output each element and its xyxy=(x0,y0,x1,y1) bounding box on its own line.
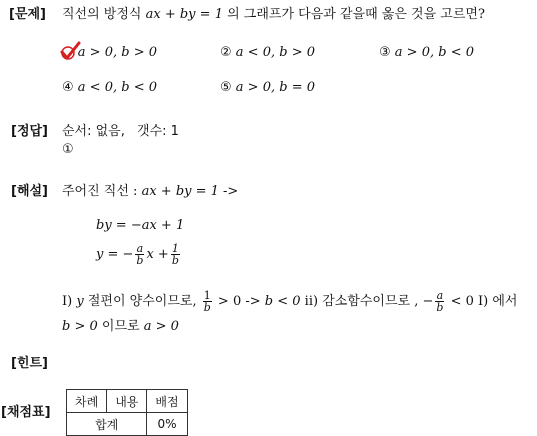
p1-intercept-text: 절편이 양수이므로, xyxy=(87,294,197,309)
explanation-line1: by = −ax + 1 xyxy=(96,218,185,233)
answer-value: ① xyxy=(62,142,74,157)
p2-a-gt-zero: a > 0 xyxy=(143,319,179,334)
fraction-1-over-b xyxy=(171,243,180,266)
choice-3[interactable] xyxy=(379,45,474,60)
explanation-paragraph-2 xyxy=(62,315,179,334)
p2-therefore: 이므로 xyxy=(101,319,140,334)
choice-1-text: a > 0, b > 0 xyxy=(77,45,157,60)
choice-5-number: ⑤ xyxy=(220,80,232,95)
total-value: 0% xyxy=(147,413,187,436)
choice-3-text: a > 0, b < 0 xyxy=(394,45,474,60)
problem-equation: ax + by = 1 xyxy=(145,7,223,22)
choice-4[interactable] xyxy=(62,80,157,95)
explanation-paragraph-1 xyxy=(62,290,518,313)
p1-roman-1: I) xyxy=(62,294,73,309)
fraction-1-over-b xyxy=(203,290,212,313)
hint-label: [힌트] xyxy=(11,356,48,371)
problem-suffix: 의 그래프가 다음과 같을때 옳은 것을 고르면? xyxy=(227,7,485,22)
scoring-total-row xyxy=(67,413,188,436)
p1-lt-zero: < 0 xyxy=(450,294,474,309)
scoring-header-row xyxy=(67,390,188,413)
answer-label: [정답] xyxy=(11,124,48,139)
frac-num: 1 xyxy=(203,289,211,302)
frac-num: a xyxy=(136,242,144,255)
p1-decreasing-text: 감소함수이므로 , − xyxy=(322,294,434,309)
p1-b-lt-zero: b < 0 xyxy=(264,294,301,309)
answer-count: 갯수: 1 xyxy=(137,124,179,139)
line2-lhs: y = − xyxy=(96,247,134,262)
p1-roman-2: ii) xyxy=(304,294,319,309)
intro-text: 주어진 직선 : xyxy=(62,184,138,199)
fraction-a-over-b xyxy=(135,243,144,266)
choice-5-text: a > 0, b = 0 xyxy=(235,80,315,95)
answer-order: 순서: 없음, xyxy=(62,124,125,139)
p1-gt-zero: > 0 -> xyxy=(217,294,261,309)
choice-2[interactable] xyxy=(220,45,315,60)
problem-label: [문제] xyxy=(9,7,46,22)
choice-1[interactable] xyxy=(62,45,157,60)
line2-mid: x + xyxy=(146,247,169,262)
problem-text xyxy=(62,3,485,22)
frac-den: b xyxy=(203,301,211,314)
p2-b-gt-zero: b > 0 xyxy=(62,319,98,334)
frac-den: b xyxy=(436,301,444,314)
explanation-label: [해설] xyxy=(11,184,48,199)
frac-den: b xyxy=(171,254,179,267)
p1-from-i: I) 에서 xyxy=(478,294,518,309)
frac-den: b xyxy=(136,254,144,267)
total-label: 합계 xyxy=(67,413,147,436)
choice-2-number: ② xyxy=(220,45,232,60)
problem-prefix: 직선의 방정식 xyxy=(62,7,142,22)
frac-num: a xyxy=(436,289,444,302)
choice-3-number: ③ xyxy=(379,45,391,60)
p1-y: y xyxy=(76,294,84,309)
header-points: 배점 xyxy=(147,390,187,413)
fraction-a-over-b xyxy=(435,290,444,313)
answer-meta xyxy=(62,120,179,139)
explanation-line2 xyxy=(96,243,182,266)
choice-5[interactable] xyxy=(220,80,315,95)
header-order: 차례 xyxy=(67,390,107,413)
intro-equation: ax + by = 1 -> xyxy=(141,184,239,199)
header-content: 내용 xyxy=(107,390,147,413)
frac-num: 1 xyxy=(171,242,179,255)
scoring-label: [채점표] xyxy=(1,405,51,420)
choice-4-text: a < 0, b < 0 xyxy=(77,80,157,95)
scoring-table xyxy=(66,389,188,436)
explanation-intro xyxy=(62,180,238,199)
choice-4-number: ④ xyxy=(62,80,74,95)
choice-2-text: a < 0, b > 0 xyxy=(235,45,315,60)
